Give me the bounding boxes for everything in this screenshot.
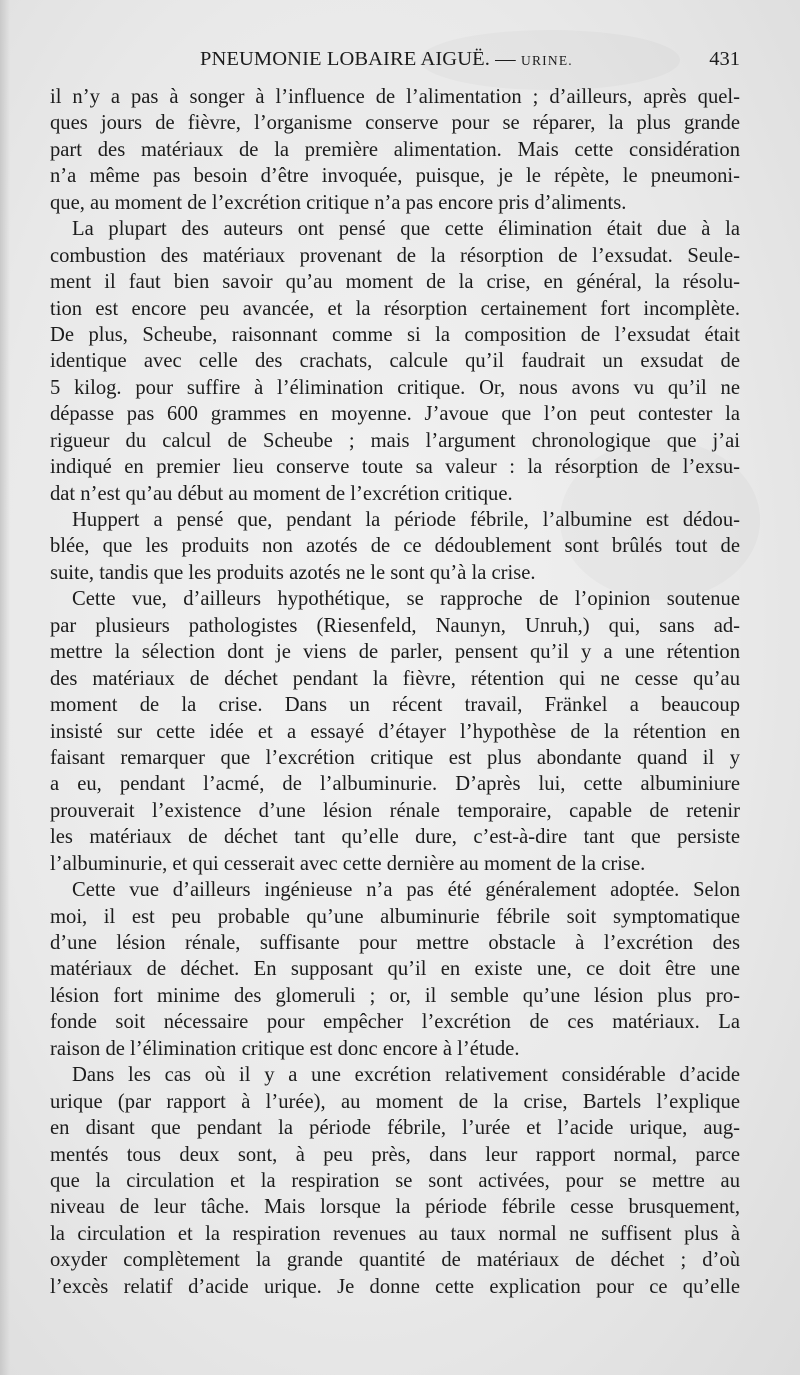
text-line: moment de la crise. Dans un récent travail, Fränkel a beaucoup <box>50 694 740 717</box>
text-line: rigueur du calcul de Scheube ; mais l’argument chronologique que j’ai <box>50 429 740 452</box>
text-line: La plupart des auteurs ont pensé que cette élimination était due à la <box>72 218 740 241</box>
text-line: l’albuminurie, et qui cesserait avec cette dernière au moment de la crise. <box>50 852 646 875</box>
text-line: l’excès relatif d’acide urique. Je donne cette explication pour ce qu’elle <box>50 1275 740 1298</box>
text-line: la circulation et la respiration revenues au taux normal ne suffisent plus à <box>50 1222 740 1245</box>
text-line: d’une lésion rénale, suffisante pour mettre obstacle à l’excrétion des <box>50 932 740 954</box>
text-line: identique avec celle des crachats, calcule qu’il faudrait un exsudat de <box>50 350 740 373</box>
text-line: 5 kilog. pour suffire à l’élimination critique. Or, nous avons vu qu’il ne <box>50 376 740 399</box>
text-line: a eu, pendant l’acmé, de l’albuminurie. D’après lui, cette albuminiure <box>50 773 740 796</box>
text-line: indiqué en premier lieu conserve toute sa valeur : la résorption de l’exsu- <box>50 456 740 479</box>
text-line: Cette vue d’ailleurs ingénieuse n’a pas été généralement adoptée. Selon <box>72 879 740 902</box>
text-line: n’a même pas besoin d’être invoquée, puisque, je le répète, le pneumoni- <box>50 165 740 188</box>
text-line: lésion fort minime des glomeruli ; or, il semble qu’une lésion plus pro- <box>50 984 740 1007</box>
text-line: Dans les cas où il y a une excrétion relativement considérable d’acide <box>72 1064 740 1087</box>
text-line: ment il faut bien savoir qu’au moment de la crise, en général, la résolu- <box>50 271 740 294</box>
text-line: que, au moment de l’excrétion critique n’a pas encore pris d’aliments. <box>50 191 627 214</box>
text-line: des matériaux de déchet pendant la fièvre, rétention qui ne cesse qu’au <box>50 667 740 690</box>
text-line: raison de l’élimination critique est donc encore à l’étude. <box>50 1037 520 1060</box>
text-line: les matériaux de déchet tant qu’elle dure, c’est-à-dire tant que persiste <box>50 826 740 849</box>
text-line: fonde soit nécessaire pour empêcher l’excrétion de ces matériaux. La <box>50 1011 740 1034</box>
text-line: mentés tous deux sont, à peu près, dans leur rapport normal, parce <box>50 1143 740 1166</box>
text-line: suite, tandis que les produits azotés ne le sont qu’à la crise. <box>50 561 536 584</box>
text-line: niveau de leur tâche. Mais lorsque la période fébrile cesse brusquement, <box>50 1196 740 1219</box>
running-title <box>200 48 573 71</box>
text-line: en disant que pendant la période fébrile, l’urée et l’acide urique, aug- <box>50 1117 740 1140</box>
text-line: que la circulation et la respiration se sont activées, pour se mettre au <box>50 1169 740 1192</box>
text-line: insisté sur cette idée et a essayé d’étayer l’hypothèse de la rétention en <box>50 720 740 743</box>
running-head <box>50 48 740 78</box>
header-section: URINE. <box>521 53 573 68</box>
text-line: mettre la sélection dont je viens de parler, pensent qu’il y a une rétention <box>50 641 740 664</box>
text-line: par plusieurs pathologistes (Riesenfeld, Naunyn, Unruh,) qui, sans ad- <box>50 614 740 637</box>
text-line: il n’y a pas à songer à l’influence de l’alimentation ; d’ailleurs, après quel- <box>50 86 740 108</box>
page-number: 431 <box>709 48 740 70</box>
text-line: moi, il est peu probable qu’une albuminurie fébrile soit symptomatique <box>50 905 740 928</box>
text-line: Cette vue, d’ailleurs hypothétique, se rapproche de l’opinion soutenue <box>72 588 740 611</box>
body-text <box>50 84 740 1300</box>
text-line: ques jours de fièvre, l’organisme conserve pour se réparer, la plus grande <box>50 112 740 135</box>
text-line: matériaux de déchet. En supposant qu’il en existe une, ce doit être une <box>50 958 740 981</box>
text-line: De plus, Scheube, raisonnant comme si la composition de l’exsudat était <box>50 323 740 346</box>
text-line: part des matériaux de la première alimentation. Mais cette considération <box>50 138 740 161</box>
text-line: prouverait l’existence d’une lésion rénale temporaire, capable de retenir <box>50 799 740 822</box>
text-line: oxyder complètement la grande quantité de matériaux de déchet ; d’où <box>50 1249 740 1272</box>
text-line: combustion des matériaux provenant de la résorption de l’exsudat. Seule- <box>50 244 740 267</box>
text-line: blée, que les produits non azotés de ce dédoublement sont brûlés tout de <box>50 535 740 558</box>
text-line: urique (par rapport à l’urée), au moment de la crise, Bartels l’explique <box>50 1090 740 1113</box>
header-title: PNEUMONIE LOBAIRE AIGUË. — <box>200 48 516 70</box>
text-line: Huppert a pensé que, pendant la période fébrile, l’albumine est dédou- <box>72 509 740 531</box>
text-line: dépasse pas 600 grammes en moyenne. J’avoue que l’on peut contester la <box>50 403 740 426</box>
text-line: tion est encore peu avancée, et la résorption certainement fort incomplète. <box>50 297 740 320</box>
gutter-shadow <box>0 0 10 1375</box>
text-line: faisant remarquer que l’excrétion critique est plus abondante quand il y <box>50 746 740 769</box>
text-line: dat n’est qu’au début au moment de l’excrétion critique. <box>50 482 513 505</box>
